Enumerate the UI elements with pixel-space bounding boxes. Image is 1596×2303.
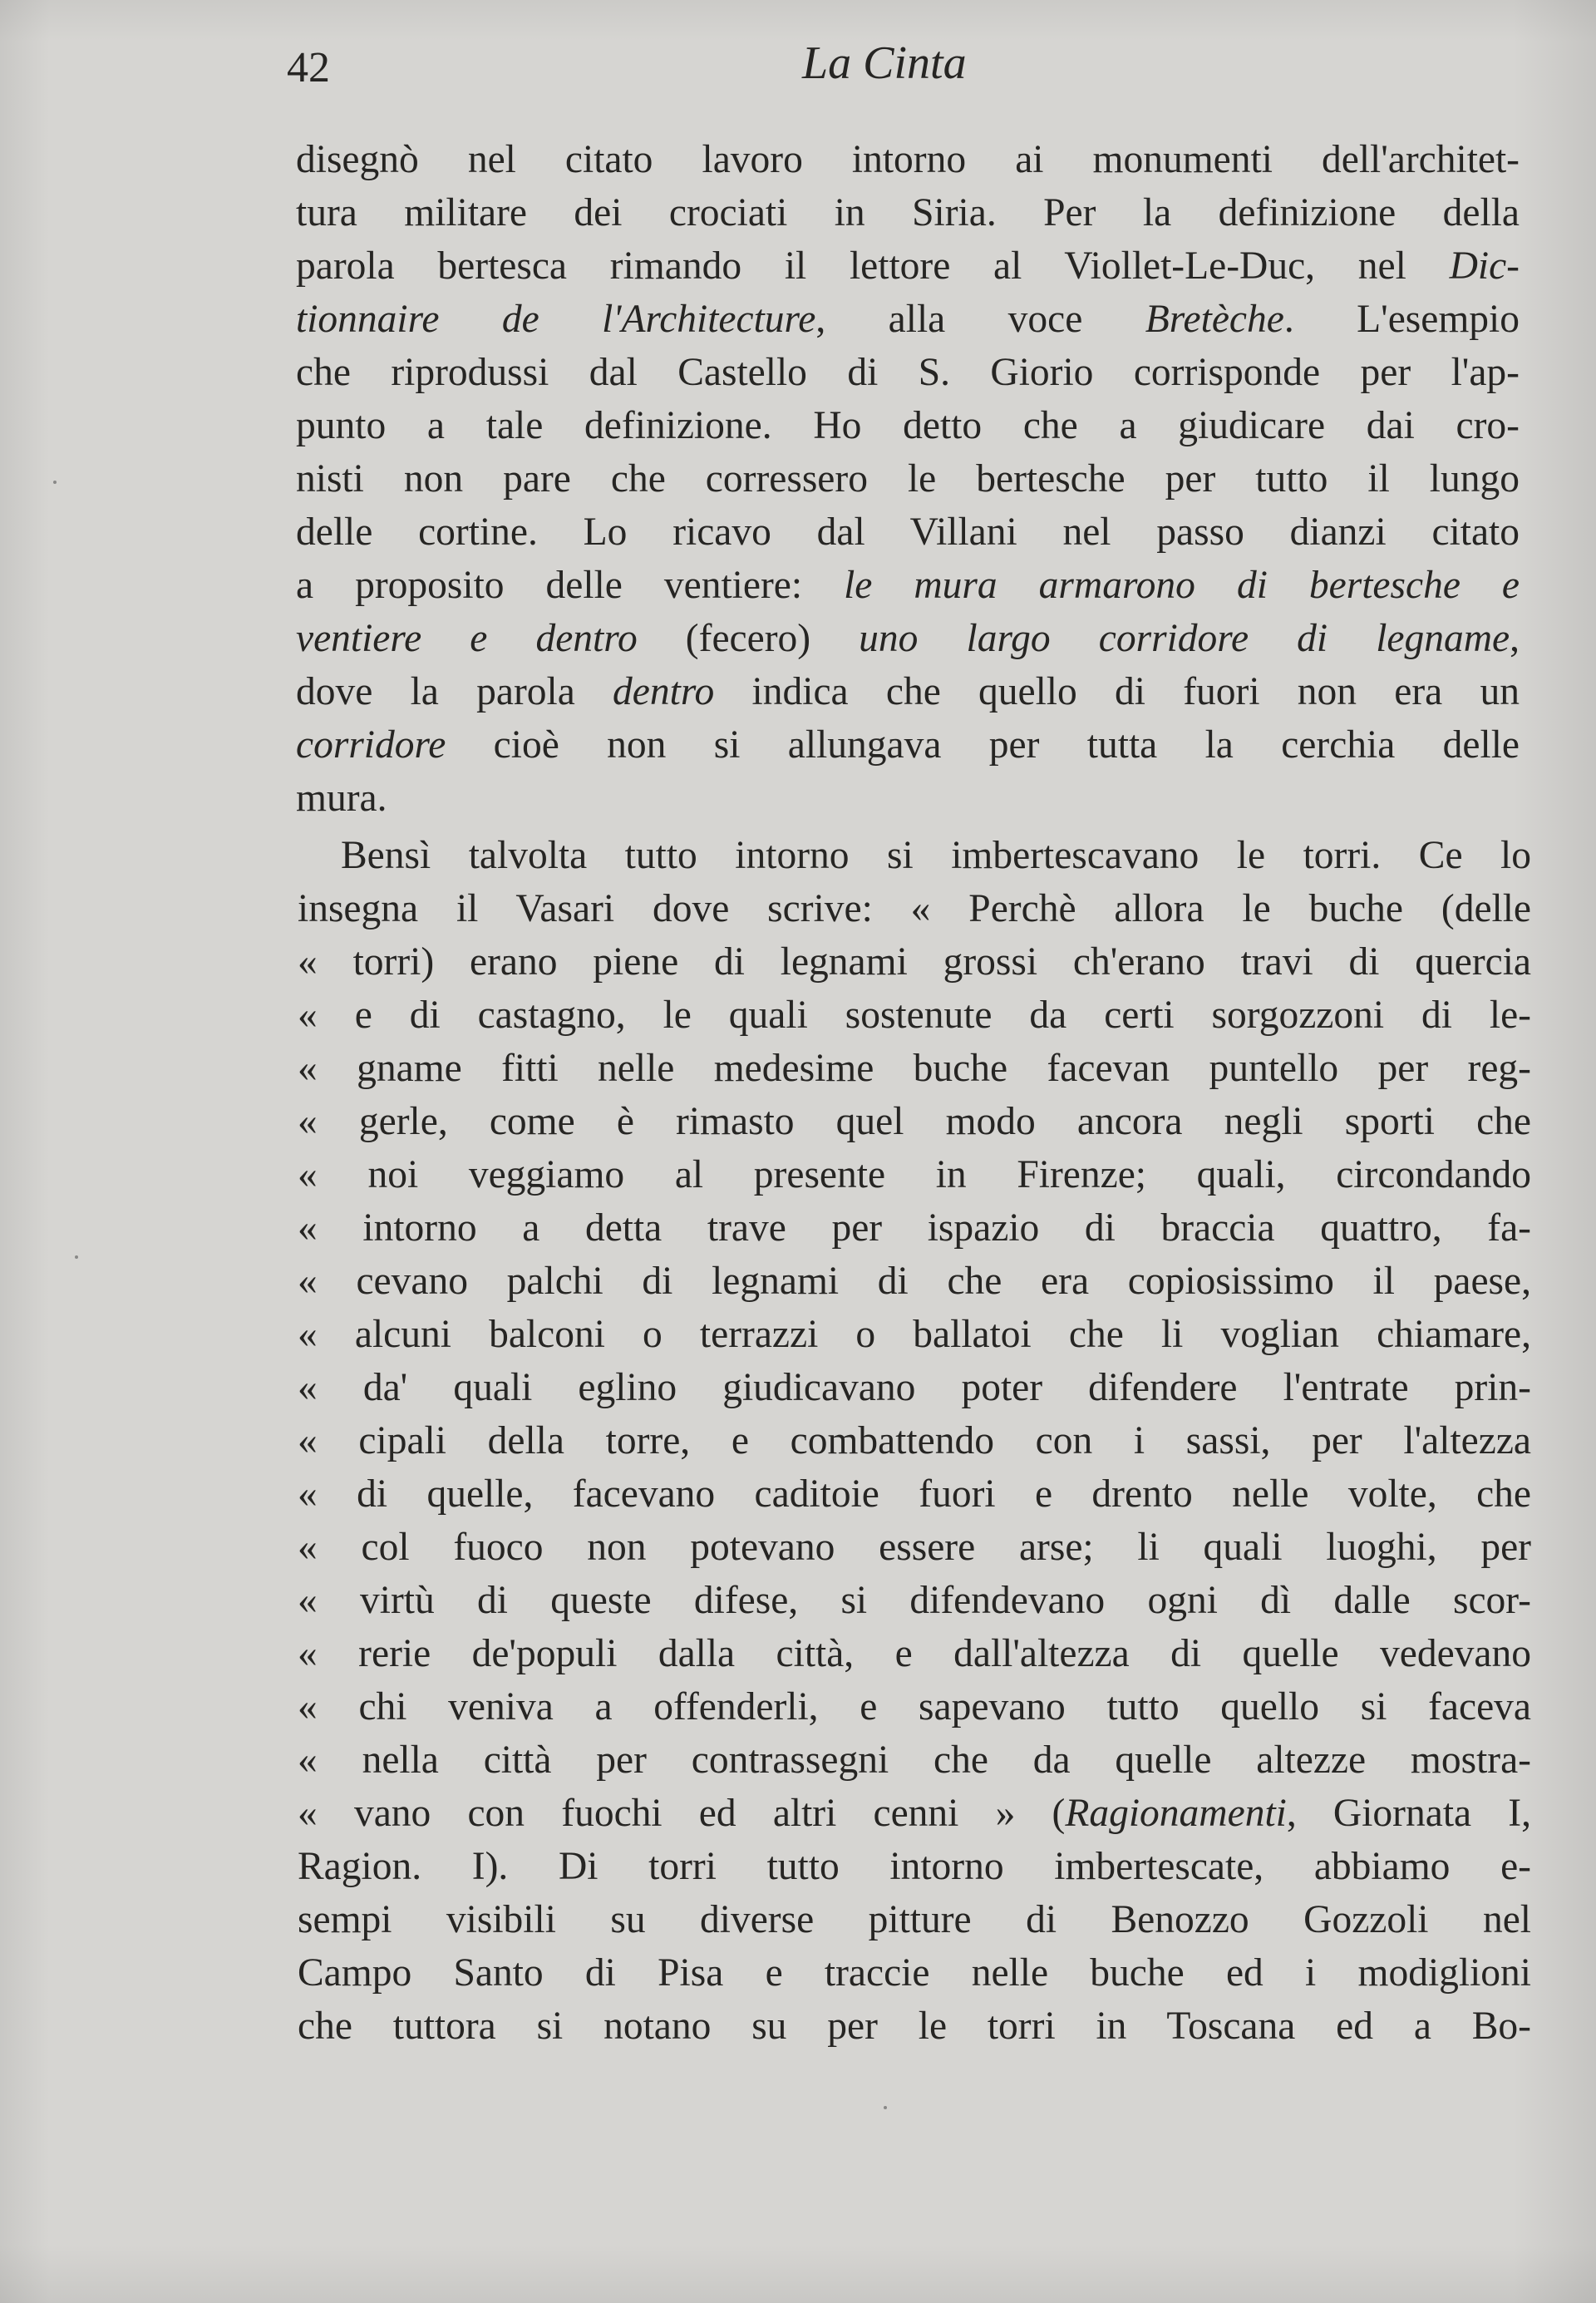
italic-span: Bretèche [1145,298,1284,341]
text-span: dove la parola [296,670,613,713]
text-line [296,293,1520,346]
scan-speck [75,1255,78,1259]
italic-span: Dic- [1449,244,1520,288]
text-span: a proposito delle ventiere: [296,564,845,607]
text-span: , alla voce [815,298,1145,341]
text-line: « di quelle, facevano caditoie fuori e drento nelle volte, che [298,1472,1531,1516]
text-span: , Giornata I, [1286,1792,1531,1835]
scan-speck [53,481,57,484]
text-line: che riprodussi dal Castello di S. Giorio corrisponde per l'ap- [296,351,1520,394]
text-line: insegna il Vasari dove scrive: « Perchè allora le buche (delle [298,887,1531,930]
italic-span: Ragionamenti [1065,1792,1287,1835]
text-line: delle cortine. Lo ricavo dal Villani nel passo dianzi citato [296,510,1520,554]
text-line [298,1787,1531,1840]
text-line [296,718,1520,772]
text-line: « noi veggiamo al presente in Firenze; quali, circondando [298,1153,1531,1196]
italic-span: dentro [613,670,715,713]
paragraph-two [298,829,1531,2053]
italic-span: le mura armarono di bertesche e [844,564,1520,607]
text-span: , [1510,617,1520,660]
page-number: 42 [287,44,330,91]
text-line: disegnò nel citato lavoro intorno ai monumenti dell'architet- [296,138,1520,181]
text-line: punto a tale definizione. Ho detto che a giudicare dai cro- [296,404,1520,447]
text-line: « col fuoco non potevano essere arse; li quali luoghi, per [298,1526,1531,1569]
text-line [296,239,1520,293]
italic-span: corridore [296,723,446,767]
text-line: « e di castagno, le quali sostenute da certi sorgozzoni di le- [298,994,1531,1037]
text-line: « alcuni balconi o terrazzi o ballatoi che li voglian chiamare, [298,1313,1531,1356]
text-span: indica che quello di fuori non era un [714,670,1520,713]
text-line: Campo Santo di Pisa e traccie nelle buche ed i modiglioni [298,1951,1531,1995]
text-line: « nella città per contrassegni che da quelle altezze mostra- [298,1738,1531,1782]
text-line: « cevano palchi di legnami di che era copiosissimo il paese, [298,1260,1531,1303]
page-header [0,32,1596,98]
italic-span: ventiere e dentro [296,617,638,660]
text-line: « rerie de'populi dalla città, e dall'altezza di quelle vedevano [298,1632,1531,1675]
text-span: . L'esempio [1283,298,1520,341]
text-line [296,665,1520,718]
italic-span: tionnaire de l'Architecture [296,298,816,341]
text-line: che tuttora si notano su per le torri in Toscana ed a Bo- [298,2005,1531,2048]
running-title: La Cinta [802,37,967,89]
text-span: (fecero) [637,617,860,660]
text-span: « vano con fuochi ed altri cenni » ( [298,1792,1066,1835]
text-span: cioè non si allungava per tutta la cerchia delle [446,723,1520,767]
italic-span: uno largo corridore di legname [859,617,1510,660]
scan-speck [884,2106,887,2109]
text-line: Bensì talvolta tutto intorno si imbertescavano le torri. Ce lo [341,834,1531,877]
text-line: « gerle, come è rimasto quel modo ancora negli sporti che [298,1100,1531,1143]
text-line: « intorno a detta trave per ispazio di braccia quattro, fa- [298,1206,1531,1250]
text-line: « cipali della torre, e combattendo con i sassi, per l'altezza [298,1419,1531,1462]
text-line: sempi visibili su diverse pitture di Benozzo Gozzoli nel [298,1898,1531,1941]
text-line: « virtù di queste difese, si difendevano ogni dì dalle scor- [298,1579,1531,1622]
text-line [296,559,1520,612]
text-line: « torri) erano piene di legnami grossi ch'erano travi di quercia [298,940,1531,984]
text-line: « chi veniva a offenderli, e sapevano tutto quello si faceva [298,1685,1531,1728]
text-line: mura. [296,777,387,820]
text-line: nisti non pare che corressero le bertesche per tutto il lungo [296,457,1520,501]
text-span: parola bertesca rimando il lettore al Viollet-Le-Duc, nel [296,244,1450,288]
paragraph-one [296,133,1520,825]
text-line: tura militare dei crociati in Siria. Per la definizione della [296,191,1520,234]
text-line: Ragion. I). Di torri tutto intorno imbertescate, abbiamo e- [298,1845,1531,1888]
text-line: « da' quali eglino giudicavano poter difendere l'entrate prin- [298,1366,1531,1409]
text-line [296,612,1520,665]
text-line: « gname fitti nelle medesime buche facevan puntello per reg- [298,1047,1531,1090]
